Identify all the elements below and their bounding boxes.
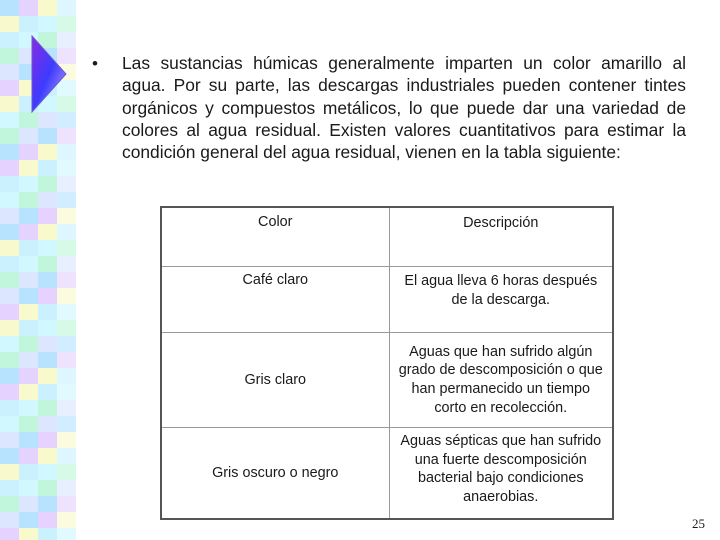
page-number: 25 <box>692 516 705 531</box>
table-cell-description: Aguas que han sufrido algún grado de descomposición o que han permanecido un tiempo corto en recolección. <box>389 333 613 428</box>
header-color: Color <box>161 207 389 267</box>
table-cell-description: El agua lleva 6 horas después de la descarga. <box>389 267 613 333</box>
arrow-icon <box>30 34 70 114</box>
table-row <box>161 267 613 333</box>
table-header-row <box>161 207 613 267</box>
table-cell-color: Gris claro <box>161 333 389 428</box>
bullet-marker: • <box>92 54 98 73</box>
table-row <box>161 333 613 428</box>
table-cell-description: Aguas sépticas que han sufrido una fuerte descomposición bacterial bajo condiciones anaerobias. <box>389 428 613 520</box>
body-paragraph: Las sustancias húmicas generalmente imparten un color amarillo al agua. Por su parte, las descargas industriales pueden contener tintes orgánicos y compuestos metálicos, lo que puede dar una variedad de colores al agua residual. Existen valores cuantitativos para estimar la condición general del agua residual, vienen en la tabla siguiente: <box>122 53 686 163</box>
table-cell-color: Gris oscuro o negro <box>161 428 389 520</box>
color-condition-table <box>160 206 614 520</box>
table-cell-color: Café claro <box>161 267 389 333</box>
header-description: Descripción <box>389 207 613 267</box>
table-row <box>161 428 613 520</box>
